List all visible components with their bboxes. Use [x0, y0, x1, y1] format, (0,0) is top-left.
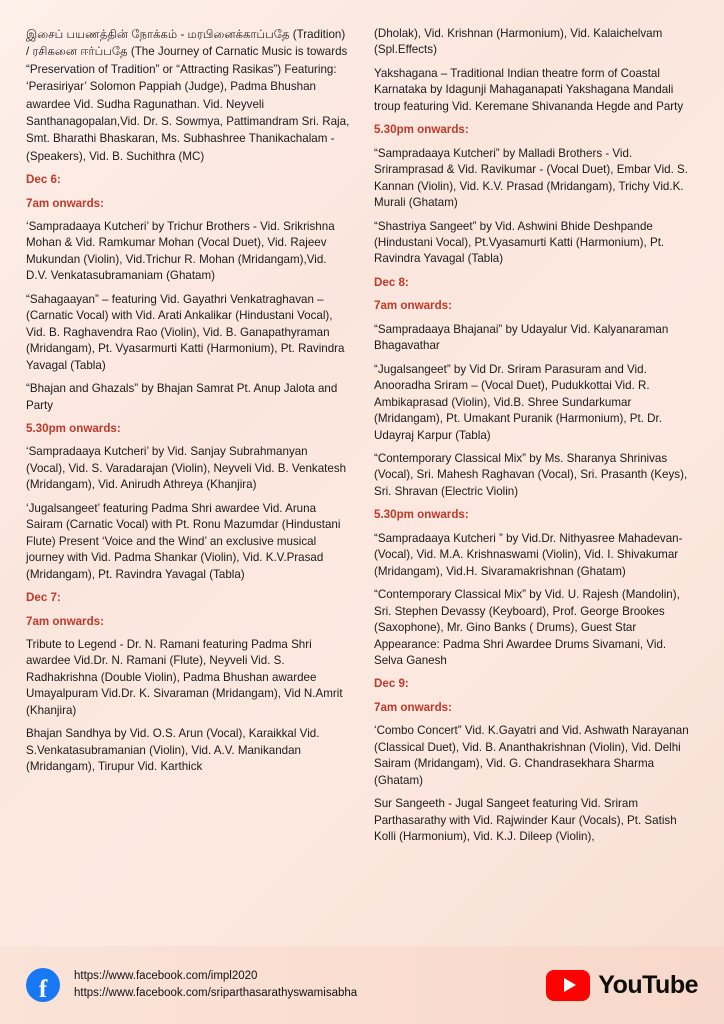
paragraph: “Sahagaayan” – featuring Vid. Gayathri Venkatraghavan – (Carnatic Vocal) with Vid. Arati Ankalikar (Hindustani Vocal), Vid. B. Raghavendra Rao (Violin), Vid. B. Ganapathyraman (Mridangam), Pt. Vyasarmurti Katti (Harmonium), Pt. Ravindra Yavagal (Tabla) [26, 292, 345, 372]
section-heading: 7am onwards: [26, 196, 104, 210]
paragraph: “Bhajan and Ghazals” by Bhajan Samrat Pt. Anup Jalota and Party [26, 382, 338, 412]
paragraph: “Sampradaaya Kutcheri ” by Vid.Dr. Nithyasree Mahadevan- (Vocal), Vid. M.A. Krishnaswami (Violin), Vid. I. Shivakumar (Mridangam), Vid.H. Sivaramakrishnan (Ghatam) [374, 531, 683, 578]
right-column [374, 26, 698, 966]
youtube-label: YouTube [598, 970, 698, 999]
facebook-links [74, 968, 357, 1003]
paragraph: “Contemporary Classical Mix” by Ms. Sharanya Shrinivas (Vocal), Sri. Mahesh Raghavan (Vocal), Sri. Prasanth (Keys), Sri. Shravan (Electric Violin) [374, 451, 688, 498]
paragraph: (Dholak), Vid. Krishnan (Harmonium), Vid. Kalaichelvam (Spl.Effects) [374, 27, 663, 57]
paragraph: ‘Combo Concert” Vid. K.Gayatri and Vid. Ashwath Narayanan (Classical Duet), Vid. B. Ananthakrishnan (Violin), Vid. Delhi Sairam (Mridangam), Vid. G. Chandrasekhara Sharma (Ghatam) [374, 724, 689, 787]
youtube-link[interactable] [546, 970, 698, 1001]
content-columns [26, 26, 698, 966]
paragraph: Yakshagana – Traditional Indian theatre form of Coastal Karnataka by Idagunji Mahaganapati Yakshagana Mandali troup featuring Vid. Keremane Shivananda Hegde and Party [374, 66, 684, 113]
section-heading: 5.30pm onwards: [374, 123, 469, 137]
paragraph: ‘Sampradaaya Kutcheri’ by Trichur Brothers - Vid. Srikrishna Mohan & Vid. Ramkumar Mohan (Vocal Duet), Vid. Rajeev Mukundan (Violin), Vid.Trichur R. Mohan (Mridangam),Vid. D.V. Venkatasubramaniam (Ghatam) [26, 220, 335, 283]
section-heading: Dec 6: [26, 173, 61, 187]
left-column [26, 26, 350, 966]
section-heading: 5.30pm onwards: [374, 508, 469, 522]
footer-bar [0, 946, 724, 1024]
facebook-icon[interactable]: f [26, 968, 60, 1002]
paragraph: இசைப் பயணத்தின் நோக்கம் - மரபினைக்காப்பதே (Tradition) / ரசிகனை ஈர்ப்பதே (The Journey of Carnatic Music is towards “Preservation of Tradition” or “Attracting Rasikas”) Featuring: ‘Perasiriyar’ Solomon Pappiah (Judge), Padma Bhushan awardee Vid. Sudha Ragunathan. Vid. Neyveli Santhanagopalan,Vid. Dr. S. Sowmya, Pattimandram Sri. Raja, Smt. Bharathi Bhaskaran, Ms. Subhashree Thanikachalam - (Speakers), Vid. B. Suchithra (MC) [26, 28, 350, 163]
youtube-play-icon [546, 970, 590, 1001]
section-heading: 7am onwards: [26, 614, 104, 628]
paragraph: “Sampradaaya Kutcheri” by Malladi Brothers - Vid. Sriramprasad & Vid. Ravikumar - (Vocal Duet), Embar Vid. S. Kannan (Violin), Vid. K.V. Prasad (Mridangam), Trichy Vid.K. Murali (Ghatam) [374, 146, 689, 210]
paragraph: “Shastriya Sangeet” by Vid. Ashwini Bhide Deshpande (Hindustani Vocal), Pt.Vyasamurti Katti (Harmonium), Pt. Ravindra Yavagal (Tabla) [374, 219, 665, 266]
paragraph: “Jugalsangeet” by Vid Dr. Sriram Parasuram and Vid. Anooradha Sriram – (Vocal Duet), Pudukkottai Vid. R. Ambikaprasad (Violin), Vid.B. Shree Sundarkumar (Mridangam), Pt. Umakant Puranik (Harmonium), Pt. Dr. Udayraj Karpur (Tabla) [374, 362, 662, 442]
paragraph: Sur Sangeeth - Jugal Sangeet featuring Vid. Sriram Parthasarathy with Vid. Rajwinder Kaur (Vocals), Pt. Satish Kolli (Harmonium), Vid. K.J. Dileep (Violin), [374, 797, 677, 844]
section-heading: 7am onwards: [374, 700, 452, 714]
paragraph: ‘Jugalsangeet’ featuring Padma Shri awardee Vid. Aruna Sairam (Carnatic Vocal) with Pt. Ronu Mazumdar (Hindustani Flute) Present ‘Voice and the Wind’ an exclusive musical journey with Vid. Padma Shankar (Violin), Vid. K.V.Prasad (Mridangam), Pt. Ravindra Yavagal (Tabla) [26, 501, 341, 581]
section-heading: 7am onwards: [374, 299, 452, 313]
section-heading: Dec 8: [374, 275, 409, 289]
section-heading: 5.30pm onwards: [26, 422, 121, 436]
section-heading: Dec 9: [374, 677, 409, 691]
paragraph: “Contemporary Classical Mix” by Vid. U. Rajesh (Mandolin), Sri. Stephen Devassy (Keyboard), Prof. George Brookes (Saxophone), Mr. Gino Banks ( Drums), Guest Star Appearance: Padma Shri Awardee Drums Sivamani, Vid. Selva Ganesh [374, 588, 680, 667]
paragraph: ‘Sampradaaya Kutcheri’ by Vid. Sanjay Subrahmanyan (Vocal), Vid. S. Varadarajan (Violin), Neyveli Vid. B. Venkatesh (Mridangam), Vid. Anirudh Athreya (Khanjira) [26, 445, 347, 492]
paragraph: “Sampradaaya Bhajanai” by Udayalur Vid. Kalyanaraman Bhagavathar [374, 322, 669, 353]
facebook-link-2[interactable]: https://www.facebook.com/sriparthasarathyswamisabha [74, 987, 358, 999]
section-heading: Dec 7: [26, 591, 61, 605]
facebook-link-1[interactable]: https://www.facebook.com/impl2020 [74, 969, 258, 982]
paragraph: Bhajan Sandhya by Vid. O.S. Arun (Vocal), Karaikkal Vid. S.Venkatasubramanian (Violin), Vid. A.V. Manikandan (Mridangam), Tirupur Vid. Karthick [26, 727, 320, 774]
paragraph: Tribute to Legend - Dr. N. Ramani featuring Padma Shri awardee Vid.Dr. N. Ramani (Flute), Neyveli Vid. S. Radhakrishna (Double Violin), Padma Bhushan awardee Umayalpuram Vid.Dr. K. Sivaraman (Mridangam), Vid N.Amrit (Khanjira) [26, 638, 343, 717]
